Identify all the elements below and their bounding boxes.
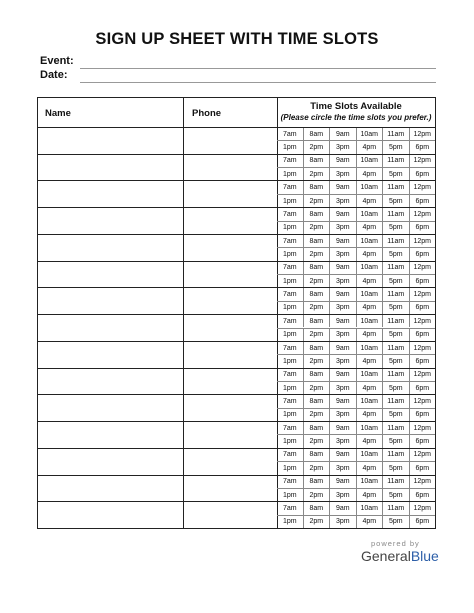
time-slot-cell[interactable]: 12pm [409,369,436,381]
time-slot-cell[interactable]: 5pm [382,435,409,447]
signup-row[interactable] [38,341,277,368]
time-slot-cell[interactable]: 7am [282,451,297,459]
time-slot-cell[interactable]: 12pm [409,315,436,327]
time-slot-cell[interactable]: 1pm [282,304,297,312]
slot-row [277,515,435,528]
slot-row [277,274,435,287]
signup-row[interactable] [38,234,277,261]
time-slot-cell[interactable]: 1pm [282,197,297,205]
time-slot-cell[interactable]: 11am [382,422,409,434]
time-slot-cell[interactable]: 12pm [409,422,436,434]
time-slot-cell[interactable]: 9am [329,476,356,488]
time-slot-cell[interactable]: 12pm [409,476,436,488]
time-slot-cell[interactable]: 5pm [382,195,409,207]
time-slot-cell[interactable]: 4pm [356,516,383,528]
slot-row [277,154,435,167]
time-slot-cell[interactable]: 12pm [409,502,436,514]
time-slot-cell[interactable]: 3pm [329,302,356,314]
time-slot-cell[interactable]: 10am [356,369,383,381]
time-slot-cell[interactable]: 9am [329,422,356,434]
time-slot-cell[interactable]: 10am [356,128,383,140]
time-slot-cell[interactable]: 2pm [303,141,330,153]
time-slot-cell[interactable]: 2pm [303,302,330,314]
time-slot-cell[interactable]: 7am [282,237,297,245]
time-slot-cell[interactable]: 4pm [356,382,383,394]
time-slot-cell[interactable]: 9am [329,342,356,354]
time-slot-cell[interactable]: 11am [382,155,409,167]
time-slot-cell[interactable]: 5pm [382,382,409,394]
date-label: Date: [40,69,68,81]
time-slot-cell[interactable]: 12pm [409,395,436,407]
time-slot-cell[interactable]: 5pm [382,141,409,153]
time-slot-cell[interactable]: 8am [303,208,330,220]
time-slot-cell[interactable]: 11am [382,128,409,140]
time-slot-cell[interactable]: 7am [282,210,297,218]
time-slot-cell[interactable]: 4pm [356,275,383,287]
time-slot-cell[interactable]: 7am [282,371,297,379]
time-slot-cell[interactable]: 9am [329,502,356,514]
time-slot-cell[interactable]: 3pm [329,329,356,341]
time-slot-cell[interactable]: 3pm [329,489,356,501]
time-slot-cell[interactable]: 9am [329,288,356,300]
time-slot-cell[interactable]: 2pm [303,275,330,287]
time-slot-cell[interactable]: 4pm [356,248,383,260]
signup-row[interactable] [38,421,277,448]
time-slot-cell[interactable]: 6pm [409,462,436,474]
time-slot-cell[interactable]: 6pm [409,409,436,421]
time-slot-cell[interactable]: 8am [303,342,330,354]
brand-logo [361,548,439,564]
time-slot-cell[interactable]: 11am [382,342,409,354]
signup-row[interactable] [38,207,277,234]
page-title: SIGN UP SHEET WITH TIME SLOTS [95,30,379,48]
time-slot-cell[interactable]: 11am [382,502,409,514]
time-slot-cell[interactable]: 10am [356,155,383,167]
time-slot-cell[interactable]: 1pm [282,438,297,446]
time-slot-cell[interactable]: 11am [382,395,409,407]
slot-row [277,180,435,193]
slot-row [277,234,435,247]
time-slot-cell[interactable]: 8am [303,476,330,488]
signup-row[interactable] [38,394,277,421]
slot-row [277,354,435,367]
time-slot-cell[interactable]: 6pm [409,141,436,153]
time-slot-cell[interactable]: 6pm [409,302,436,314]
time-slot-cell[interactable]: 1pm [282,491,297,499]
time-slot-cell[interactable]: 9am [329,449,356,461]
brand-general: General [361,548,411,564]
time-slot-cell[interactable]: 6pm [409,168,436,180]
time-slot-cell[interactable]: 1pm [282,277,297,285]
time-slot-cell[interactable]: 7am [282,184,297,192]
time-slot-cell[interactable]: 8am [303,502,330,514]
time-slot-cell[interactable]: 4pm [356,435,383,447]
time-slot-cell[interactable]: 10am [356,395,383,407]
time-slot-cell[interactable]: 11am [382,181,409,193]
time-slot-cell[interactable]: 2pm [303,355,330,367]
time-slot-cell[interactable]: 2pm [303,462,330,474]
slot-row [277,475,435,488]
person-rows [38,127,277,528]
time-slot-cell[interactable]: 8am [303,315,330,327]
slot-row [277,501,435,514]
time-slot-cell[interactable]: 2pm [303,195,330,207]
time-slot-cell[interactable]: 10am [356,422,383,434]
time-slot-cell[interactable]: 2pm [303,435,330,447]
time-slot-cell[interactable]: 6pm [409,516,436,528]
time-slot-cell[interactable]: 3pm [329,248,356,260]
time-slot-cell[interactable]: 3pm [329,462,356,474]
time-slot-cell[interactable]: 10am [356,502,383,514]
time-slot-cell[interactable]: 10am [356,208,383,220]
time-slot-cell[interactable]: 11am [382,449,409,461]
time-slot-cell[interactable]: 6pm [409,355,436,367]
slot-row [277,140,435,153]
time-slot-cell[interactable]: 7am [282,317,297,325]
time-slot-cell[interactable]: 7am [282,504,297,512]
time-slot-cell[interactable]: 5pm [382,168,409,180]
signup-row[interactable] [38,501,277,528]
time-slot-cell[interactable]: 4pm [356,141,383,153]
time-slot-cell[interactable]: 12pm [409,235,436,247]
time-slot-cell[interactable]: 11am [382,235,409,247]
time-slot-cell[interactable]: 11am [382,476,409,488]
time-slot-cell[interactable]: 6pm [409,489,436,501]
slot-row [277,127,435,140]
time-slot-cell[interactable]: 9am [329,315,356,327]
slot-row [277,434,435,447]
time-slot-cell[interactable]: 9am [329,155,356,167]
signup-row[interactable] [38,368,277,395]
time-slot-cell[interactable]: 4pm [356,302,383,314]
signup-row[interactable] [38,180,277,207]
column-header-phone: Phone [192,108,222,119]
time-slot-grid [277,127,435,528]
slot-row [277,221,435,234]
event-label: Event: [40,55,74,67]
time-slot-cell[interactable]: 10am [356,262,383,274]
time-slot-cell[interactable]: 11am [382,288,409,300]
time-slot-cell[interactable]: 8am [303,128,330,140]
time-slot-cell[interactable]: 3pm [329,168,356,180]
time-slot-cell[interactable]: 5pm [382,409,409,421]
powered-by-text: powered by [371,539,420,548]
time-slot-cell[interactable]: 2pm [303,168,330,180]
time-slot-cell[interactable]: 1pm [282,170,297,178]
time-slot-cell[interactable]: 7am [282,291,297,299]
slot-row [277,488,435,501]
slot-row [277,194,435,207]
time-slot-cell[interactable]: 3pm [329,141,356,153]
time-slot-cell[interactable]: 10am [356,449,383,461]
time-slot-cell[interactable]: 4pm [356,222,383,234]
time-slot-cell[interactable]: 12pm [409,208,436,220]
time-slot-cell[interactable]: 5pm [382,302,409,314]
time-slot-cell[interactable]: 1pm [282,224,297,232]
time-slot-cell[interactable]: 6pm [409,329,436,341]
time-slot-cell[interactable]: 9am [329,235,356,247]
time-slot-cell[interactable]: 10am [356,288,383,300]
time-slot-cell[interactable]: 10am [356,476,383,488]
time-slot-cell[interactable]: 12pm [409,128,436,140]
time-slot-cell[interactable]: 12pm [409,181,436,193]
date-field-line[interactable] [80,82,436,83]
time-slot-cell[interactable]: 4pm [356,329,383,341]
time-slot-cell[interactable]: 7am [282,478,297,486]
time-slot-cell[interactable]: 5pm [382,222,409,234]
time-slot-cell[interactable]: 8am [303,395,330,407]
event-field-line[interactable] [80,68,436,69]
time-slot-cell[interactable]: 2pm [303,489,330,501]
time-slot-cell[interactable]: 4pm [356,409,383,421]
time-slot-cell[interactable]: 3pm [329,382,356,394]
signup-row[interactable] [38,154,277,181]
time-slot-cell[interactable]: 9am [329,262,356,274]
time-slot-cell[interactable]: 7am [282,157,297,165]
slot-row [277,261,435,274]
signup-row[interactable] [38,314,277,341]
time-slot-cell[interactable]: 8am [303,288,330,300]
time-slot-cell[interactable]: 7am [282,398,297,405]
time-slot-cell[interactable]: 5pm [382,248,409,260]
slot-row [277,381,435,394]
slot-row [277,368,435,381]
time-slot-cell[interactable]: 2pm [303,516,330,528]
time-slot-cell[interactable]: 6pm [409,195,436,207]
time-slot-cell[interactable]: 5pm [382,275,409,287]
time-slot-cell[interactable]: 5pm [382,329,409,341]
time-slot-cell[interactable]: 7am [282,344,297,352]
signup-row[interactable] [38,448,277,475]
time-slot-cell[interactable]: 1pm [282,464,297,472]
time-slot-cell[interactable]: 5pm [382,516,409,528]
time-slot-cell[interactable]: 4pm [356,195,383,207]
time-slot-cell[interactable]: 11am [382,208,409,220]
time-slot-cell[interactable]: 6pm [409,275,436,287]
brand-blue: Blue [410,548,439,564]
time-slot-cell[interactable]: 11am [382,369,409,381]
time-slot-cell[interactable]: 7am [282,424,297,432]
time-slot-cell[interactable]: 3pm [329,275,356,287]
signup-row[interactable] [38,287,277,314]
slot-row [277,328,435,341]
slot-row [277,408,435,421]
time-slot-cell[interactable]: 4pm [356,355,383,367]
time-slot-cell[interactable]: 2pm [303,329,330,341]
time-slot-cell[interactable]: 6pm [409,222,436,234]
time-slot-cell[interactable]: 2pm [303,222,330,234]
time-slot-cell[interactable]: 8am [303,235,330,247]
signup-row[interactable] [38,261,277,288]
slot-row [277,247,435,260]
slot-row [277,448,435,461]
time-slot-cell[interactable]: 10am [356,342,383,354]
time-slot-cell[interactable]: 3pm [329,516,356,528]
time-slot-cell[interactable]: 1pm [282,411,297,419]
signup-table [37,97,436,529]
time-slot-cell[interactable]: 8am [303,181,330,193]
time-slot-cell[interactable]: 12pm [409,288,436,300]
time-slot-cell[interactable]: 8am [303,262,330,274]
slot-row [277,167,435,180]
time-slot-cell[interactable]: 12pm [409,342,436,354]
slot-row [277,394,435,407]
time-slot-cell[interactable]: 3pm [329,409,356,421]
time-slot-cell[interactable]: 4pm [356,489,383,501]
time-slot-cell[interactable]: 3pm [329,195,356,207]
time-slot-cell[interactable]: 2pm [303,409,330,421]
signup-row[interactable] [38,127,277,154]
time-slot-cell[interactable]: 1pm [282,357,297,365]
time-slot-cell[interactable]: 8am [303,422,330,434]
time-slot-cell[interactable]: 1pm [282,144,297,152]
time-slot-cell[interactable]: 10am [356,315,383,327]
time-slot-cell[interactable]: 8am [303,155,330,167]
time-slot-cell[interactable]: 1pm [282,331,297,339]
time-slot-cell[interactable]: 5pm [382,462,409,474]
time-slot-cell[interactable]: 12pm [409,262,436,274]
slot-row [277,341,435,354]
slot-row [277,314,435,327]
time-slot-cell[interactable]: 7am [282,264,297,272]
time-slot-cell[interactable]: 1pm [282,518,297,526]
time-slot-cell[interactable]: 8am [303,369,330,381]
time-slot-cell[interactable]: 6pm [409,382,436,394]
time-slot-cell[interactable]: 3pm [329,435,356,447]
slot-row [277,287,435,300]
time-slot-cell[interactable]: 9am [329,369,356,381]
slot-row [277,207,435,220]
time-slot-cell[interactable]: 9am [329,128,356,140]
time-slot-cell[interactable]: 11am [382,315,409,327]
signup-row[interactable] [38,475,277,502]
slot-row [277,301,435,314]
column-header-name: Name [45,108,71,119]
time-slot-cell[interactable]: 4pm [356,168,383,180]
time-slot-cell[interactable]: 7am [282,130,297,138]
time-slot-cell[interactable]: 10am [356,235,383,247]
time-slot-cell[interactable]: 5pm [382,355,409,367]
time-slot-cell[interactable]: 1pm [282,384,297,392]
column-header-note: (Please circle the time slots you prefer.) [280,113,432,122]
time-slot-cell[interactable]: 3pm [329,355,356,367]
time-slot-cell[interactable]: 8am [303,449,330,461]
time-slot-cell[interactable]: 9am [329,208,356,220]
time-slot-cell[interactable]: 1pm [282,250,297,258]
time-slot-cell[interactable]: 6pm [409,248,436,260]
time-slot-cell[interactable]: 10am [356,181,383,193]
time-slot-cell[interactable]: 2pm [303,382,330,394]
time-slot-cell[interactable]: 12pm [409,155,436,167]
slot-row [277,461,435,474]
time-slot-cell[interactable]: 12pm [409,449,436,461]
column-header-time-slots: Time Slots Available [310,101,402,112]
time-slot-cell[interactable]: 2pm [303,248,330,260]
time-slot-cell[interactable]: 6pm [409,435,436,447]
time-slot-cell[interactable]: 9am [329,395,356,407]
time-slot-cell[interactable]: 3pm [329,222,356,234]
time-slot-cell[interactable]: 5pm [382,489,409,501]
time-slot-cell[interactable]: 9am [329,181,356,193]
time-slot-cell[interactable]: 4pm [356,462,383,474]
time-slot-cell[interactable]: 11am [382,262,409,274]
slot-row [277,421,435,434]
